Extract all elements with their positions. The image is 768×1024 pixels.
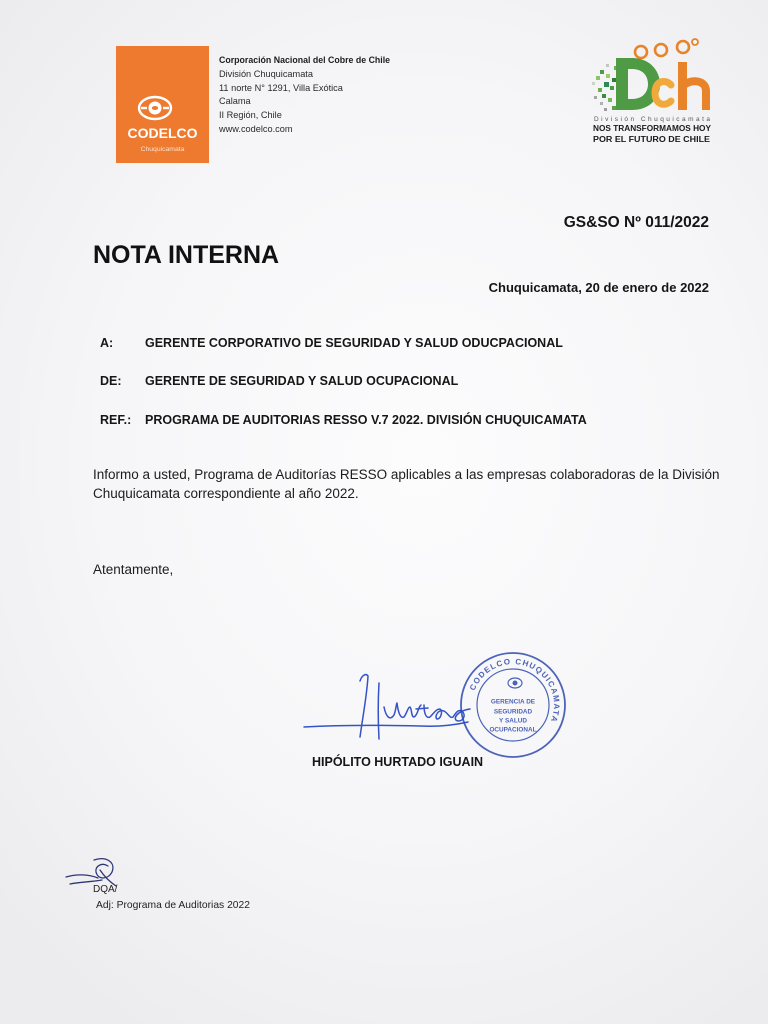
logo-circle: [677, 41, 689, 53]
signature-stroke: [384, 703, 421, 718]
signature-stroke: [360, 675, 368, 737]
stamp-emblem-icon: [508, 678, 522, 688]
mosaic-tile: [606, 74, 610, 78]
place-and-date: Chuquicamata, 20 de enero de 2022: [488, 280, 709, 295]
stamp-inner-line: OCUPACIONAL: [489, 726, 537, 734]
organization-name: Corporación Nacional del Cobre de Chile: [219, 55, 391, 65]
mosaic-tile: [612, 78, 616, 82]
mosaic-tile: [606, 64, 609, 67]
division-logo-caption: División Chuquicamata: [594, 116, 710, 123]
codelco-logo-subtitle: Chuquicamata: [140, 146, 185, 153]
city: Calama: [219, 96, 251, 107]
reference-label: REF.:: [100, 413, 132, 427]
division-logo: [592, 36, 714, 146]
logo-circle: [655, 44, 667, 56]
stamp-inner-line: SEGURIDAD: [493, 708, 533, 716]
website: www.codelco.com: [219, 123, 293, 134]
mosaic-tile: [600, 102, 603, 105]
mosaic-tile: [596, 76, 600, 80]
recipient-field: [0, 337, 768, 351]
sender-field: [0, 375, 768, 389]
codelco-logo: [116, 46, 209, 163]
region: II Región, Chile: [219, 110, 282, 121]
reference-value: PROGRAMA DE AUDITORIAS RESSO V.7 2022. DIVISIÓN CHUQUICAMATA: [145, 413, 587, 427]
stamp-emblem-core: [513, 681, 518, 686]
mosaic-tile: [608, 98, 612, 102]
signature-stroke: [424, 705, 470, 721]
document-number: GS&SO Nº 011/2022: [563, 214, 709, 231]
logo-letter-c: [655, 81, 671, 104]
logo-circle: [635, 46, 647, 58]
division-name: División Chuquicamata: [219, 68, 313, 79]
initials-stroke: [66, 875, 98, 878]
emblem-right-bar: [163, 107, 169, 109]
sender-label: DE:: [100, 374, 122, 388]
street-address: 11 norte N° 1291, Villa Exótica: [219, 82, 343, 93]
body-paragraph: [93, 465, 720, 503]
codelco-emblem-icon: [137, 95, 173, 121]
handwritten-signature: [300, 665, 480, 750]
signature-stroke: [304, 722, 468, 727]
stamp-inner-line: GERENCIA DE: [490, 698, 536, 706]
attachment-note: Adj: Programa de Auditorias 2022: [96, 899, 250, 911]
document-title: NOTA INTERNA: [93, 241, 280, 269]
typist-initials: DQA/: [93, 884, 118, 895]
initials-stroke: [70, 880, 102, 884]
signer-name: HIPÓLITO HURTADO IGUAIN: [312, 755, 484, 769]
dch-monogram-icon: [592, 39, 706, 111]
division-logo-slogan-line: POR EL FUTURO DE CHILE: [593, 134, 711, 144]
signature-stroke: [378, 683, 379, 739]
stamp-inner-line: Y SALUD: [499, 717, 527, 725]
letterhead-address: [219, 54, 390, 137]
body-line: Informo a usted, Programa de Auditorías RESSO aplicables a las empresas colaboradoras de la División: [93, 466, 720, 482]
recipient-value: GERENTE CORPORATIVO DE SEGURIDAD Y SALUD ODUCPACIONAL: [145, 336, 563, 350]
emblem-core: [152, 106, 158, 110]
emblem-left-bar: [141, 107, 147, 109]
sender-value: GERENTE DE SEGURIDAD Y SALUD OCUPACIONAL: [145, 374, 459, 388]
mosaic-tile: [594, 96, 597, 99]
logo-pixel-mosaic: [592, 64, 618, 111]
mosaic-tile: [604, 82, 609, 87]
stamp-ring-text-path: CODELCO CHUQUICAMATA: [467, 656, 562, 725]
division-logo-slogan-line: NOS TRANSFORMAMOS HOY: [593, 123, 712, 133]
closing: Atentamente,: [93, 561, 174, 577]
codelco-logo-brand: CODELCO: [127, 125, 198, 141]
mosaic-tile: [600, 70, 604, 74]
mosaic-tile: [604, 108, 607, 111]
mosaic-tile: [612, 106, 616, 110]
mosaic-tile: [598, 88, 602, 92]
mosaic-tile: [610, 86, 614, 90]
recipient-label: A:: [100, 336, 114, 350]
mosaic-tile: [592, 82, 595, 85]
reference-field: [0, 414, 768, 428]
signature-stroke: [416, 708, 428, 709]
body-line: Chuquicamata correspondiente al año 2022.: [93, 485, 359, 501]
mosaic-tile: [602, 94, 606, 98]
logo-circle: [692, 39, 698, 45]
handwritten-initials: [62, 852, 122, 898]
